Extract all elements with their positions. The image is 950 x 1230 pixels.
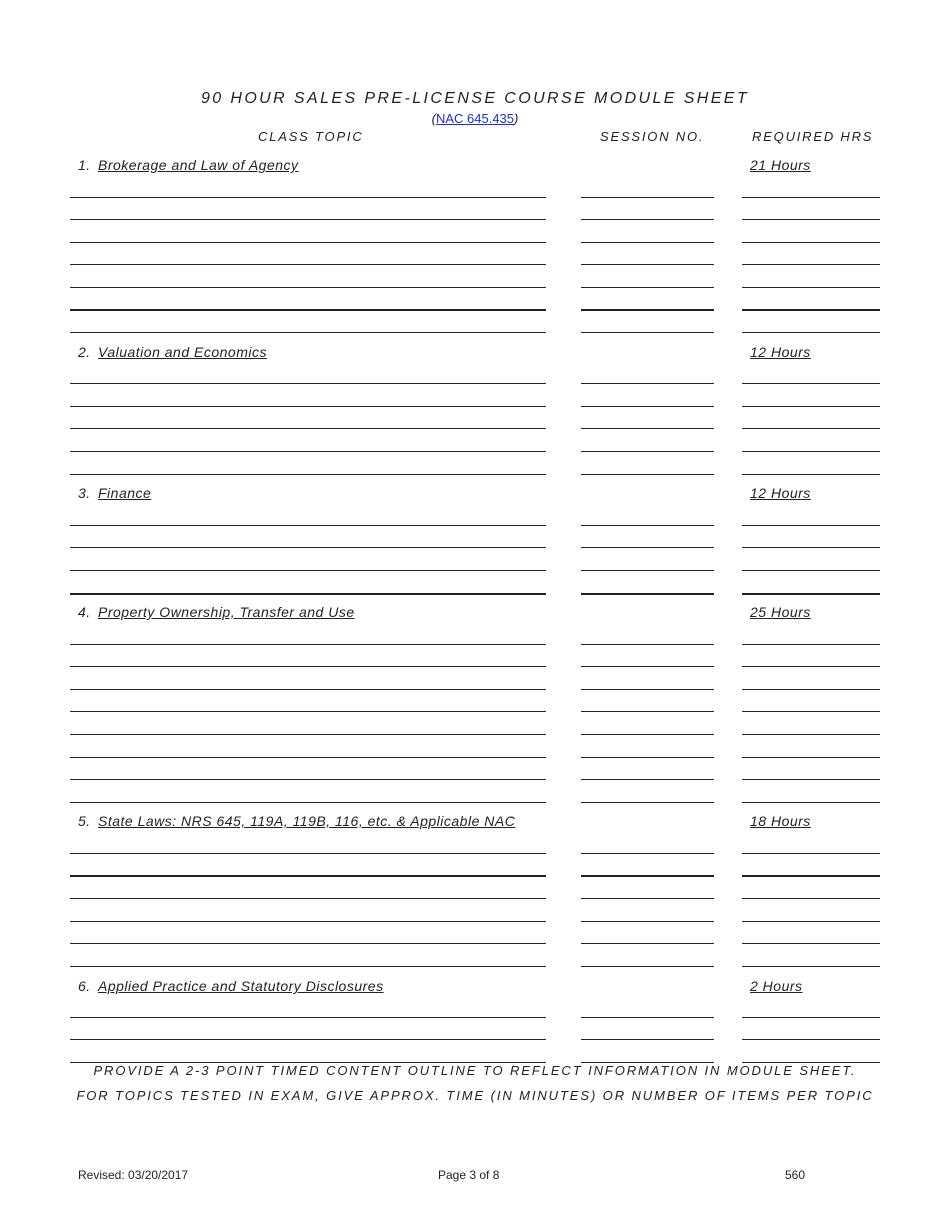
- hours-rule-line: [742, 547, 880, 548]
- session-rule-line: [581, 1017, 714, 1018]
- topic-rule-line: [70, 570, 546, 571]
- session-rule-line: [581, 287, 714, 288]
- topic-rule-line: [70, 197, 546, 198]
- topic-2-hours: 12 Hours: [750, 344, 811, 360]
- hours-rule-line: [742, 264, 880, 265]
- session-rule-line: [581, 451, 714, 452]
- session-rule-line: [581, 309, 714, 311]
- topic-rule-line: [70, 406, 546, 407]
- session-rule-line: [581, 428, 714, 429]
- topic-6-hours: 2 Hours: [750, 978, 803, 994]
- topic-1-hours: 21 Hours: [750, 157, 811, 173]
- page-number: Page 3 of 8: [438, 1168, 500, 1182]
- column-header-required-hrs: REQUIRED HRS: [752, 129, 874, 144]
- topic-rule-line: [70, 757, 546, 758]
- topic-title: Property Ownership, Transfer and Use: [98, 604, 355, 620]
- session-rule-line: [581, 666, 714, 667]
- column-header-session-no: SESSION NO.: [600, 129, 705, 144]
- hours-rule-line: [742, 875, 880, 877]
- topic-number: 4.: [78, 604, 91, 620]
- topic-rule-line: [70, 875, 546, 877]
- hours-rule-line: [742, 474, 880, 475]
- hours-rule-line: [742, 898, 880, 899]
- session-rule-line: [581, 644, 714, 645]
- topic-rule-line: [70, 525, 546, 526]
- hours-rule-line: [742, 525, 880, 526]
- hours-rule-line: [742, 666, 880, 667]
- topic-rule-line: [70, 943, 546, 944]
- session-rule-line: [581, 570, 714, 571]
- hours-rule-line: [742, 921, 880, 922]
- session-rule-line: [581, 779, 714, 780]
- topic-3-hours: 12 Hours: [750, 485, 811, 501]
- topic-rule-line: [70, 428, 546, 429]
- topic-rule-line: [70, 666, 546, 667]
- topic-rule-line: [70, 898, 546, 899]
- revised-date: Revised: 03/20/2017: [78, 1168, 189, 1182]
- topic-rule-line: [70, 644, 546, 645]
- session-rule-line: [581, 197, 714, 198]
- citation-open: (: [431, 111, 436, 126]
- session-rule-line: [581, 406, 714, 407]
- session-rule-line: [581, 547, 714, 548]
- topic-number: 1.: [78, 157, 91, 173]
- hours-rule-line: [742, 383, 880, 384]
- hours-rule-line: [742, 219, 880, 220]
- hours-rule-line: [742, 779, 880, 780]
- hours-rule-line: [742, 711, 880, 712]
- topic-rule-line: [70, 451, 546, 452]
- topic-rule-line: [70, 593, 546, 595]
- hours-rule-line: [742, 309, 880, 311]
- hours-rule-line: [742, 570, 880, 571]
- instruction-line-1: PROVIDE A 2-3 POINT TIMED CONTENT OUTLINE TO REFLECT INFORMATION IN MODULE SHEET.: [93, 1063, 857, 1078]
- hours-rule-line: [742, 406, 880, 407]
- session-rule-line: [581, 943, 714, 944]
- topic-2: [78, 344, 267, 360]
- session-rule-line: [581, 757, 714, 758]
- citation-close: ): [514, 111, 519, 126]
- topic-3: [78, 485, 151, 501]
- topic-number: 3.: [78, 485, 91, 501]
- hours-rule-line: [742, 757, 880, 758]
- session-rule-line: [581, 875, 714, 877]
- hours-rule-line: [742, 242, 880, 243]
- hours-rule-line: [742, 197, 880, 198]
- topic-rule-line: [70, 802, 546, 803]
- hours-rule-line: [742, 853, 880, 854]
- instruction-line-2: FOR TOPICS TESTED IN EXAM, GIVE APPROX. TIME (IN MINUTES) OR NUMBER OF ITEMS PER TOPIC: [76, 1088, 874, 1103]
- hours-rule-line: [742, 734, 880, 735]
- topic-5-hours: 18 Hours: [750, 813, 811, 829]
- hours-rule-line: [742, 943, 880, 944]
- session-rule-line: [581, 921, 714, 922]
- form-number: 560: [785, 1168, 806, 1182]
- session-rule-line: [581, 264, 714, 265]
- topic-rule-line: [70, 242, 546, 243]
- topic-rule-line: [70, 287, 546, 288]
- session-rule-line: [581, 593, 714, 595]
- topic-rule-line: [70, 966, 546, 967]
- topic-title: State Laws: NRS 645, 119A, 119B, 116, etc. & Applicable NAC: [98, 813, 516, 829]
- topic-title: Finance: [98, 485, 152, 501]
- topic-4: [78, 604, 355, 620]
- topic-rule-line: [70, 853, 546, 854]
- session-rule-line: [581, 525, 714, 526]
- topic-number: 6.: [78, 978, 91, 994]
- topic-rule-line: [70, 383, 546, 384]
- topic-rule-line: [70, 474, 546, 475]
- column-header-class-topic: CLASS TOPIC: [258, 129, 364, 144]
- session-rule-line: [581, 689, 714, 690]
- topic-rule-line: [70, 332, 546, 333]
- hours-rule-line: [742, 802, 880, 803]
- nac-link[interactable]: NAC 645.435: [435, 111, 515, 126]
- hours-rule-line: [742, 1017, 880, 1018]
- topic-number: 5.: [78, 813, 91, 829]
- hours-rule-line: [742, 644, 880, 645]
- topic-rule-line: [70, 309, 546, 311]
- session-rule-line: [581, 711, 714, 712]
- hours-rule-line: [742, 428, 880, 429]
- topic-rule-line: [70, 779, 546, 780]
- topic-rule-line: [70, 734, 546, 735]
- hours-rule-line: [742, 287, 880, 288]
- topic-rule-line: [70, 1039, 546, 1040]
- hours-rule-line: [742, 966, 880, 967]
- citation: [0, 111, 950, 126]
- topic-number: 2.: [78, 344, 91, 360]
- topic-title: Valuation and Economics: [98, 344, 267, 360]
- topic-rule-line: [70, 711, 546, 712]
- session-rule-line: [581, 802, 714, 803]
- session-rule-line: [581, 332, 714, 333]
- topic-1: [78, 157, 299, 173]
- session-rule-line: [581, 853, 714, 854]
- session-rule-line: [581, 966, 714, 967]
- topic-rule-line: [70, 219, 546, 220]
- topic-rule-line: [70, 547, 546, 548]
- hours-rule-line: [742, 689, 880, 690]
- document-title: 90 HOUR SALES PRE-LICENSE COURSE MODULE SHEET: [200, 90, 750, 107]
- topic-title: Applied Practice and Statutory Disclosures: [98, 978, 384, 994]
- topic-rule-line: [70, 921, 546, 922]
- session-rule-line: [581, 383, 714, 384]
- session-rule-line: [581, 219, 714, 220]
- hours-rule-line: [742, 593, 880, 595]
- session-rule-line: [581, 898, 714, 899]
- topic-title: Brokerage and Law of Agency: [98, 157, 299, 173]
- topic-rule-line: [70, 1017, 546, 1018]
- topic-rule-line: [70, 689, 546, 690]
- hours-rule-line: [742, 332, 880, 333]
- session-rule-line: [581, 474, 714, 475]
- topic-4-hours: 25 Hours: [750, 604, 811, 620]
- hours-rule-line: [742, 1039, 880, 1040]
- topic-rule-line: [70, 264, 546, 265]
- topic-6: [78, 978, 384, 994]
- topic-5: [78, 813, 515, 829]
- session-rule-line: [581, 1039, 714, 1040]
- hours-rule-line: [742, 451, 880, 452]
- session-rule-line: [581, 734, 714, 735]
- session-rule-line: [581, 242, 714, 243]
